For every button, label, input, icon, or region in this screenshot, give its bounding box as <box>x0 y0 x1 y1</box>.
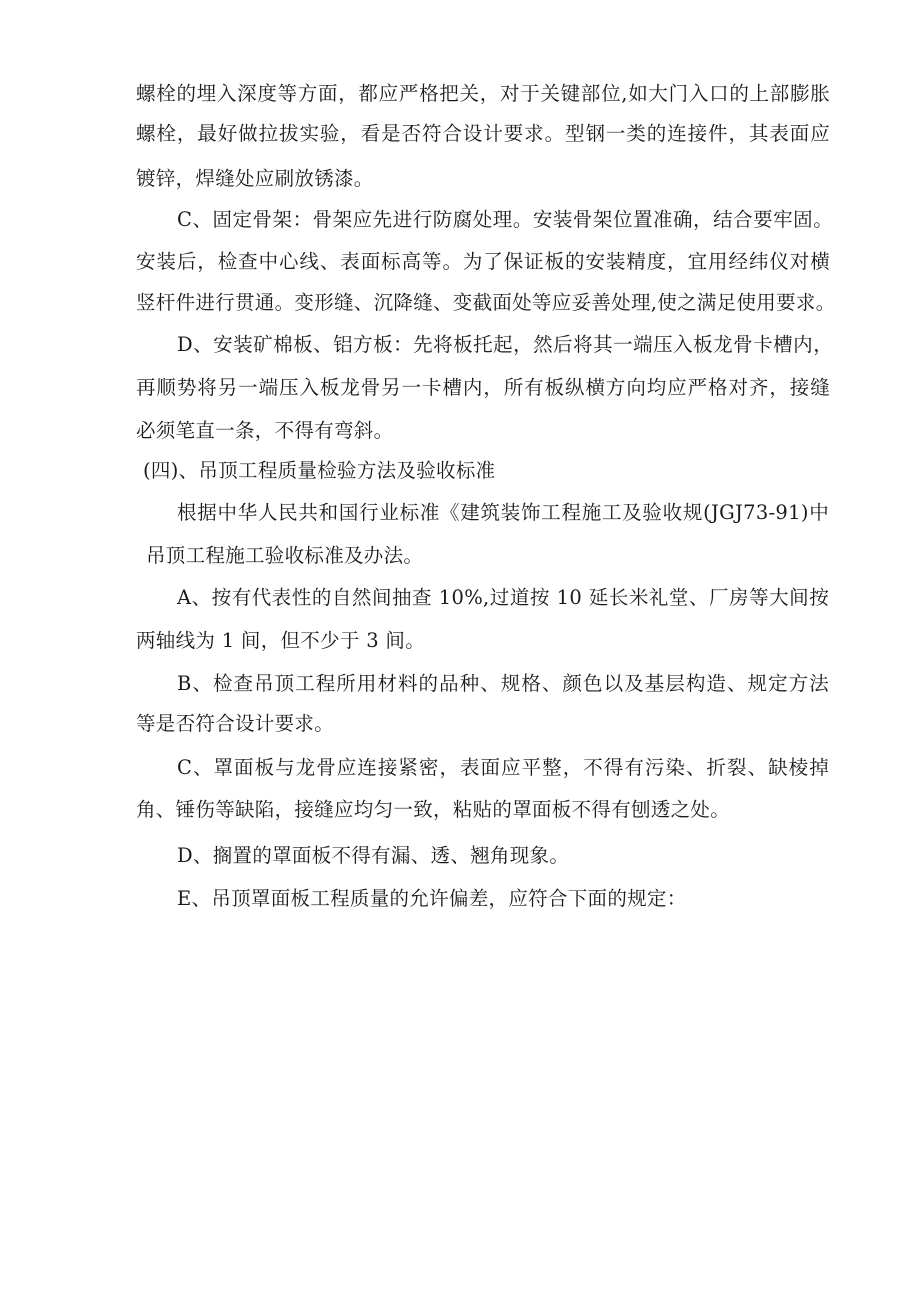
paragraph-line: D、安装矿棉板、铝方板：先将板托起，然后将其一端压入板龙骨卡槽内， <box>177 333 833 356</box>
paragraph-line: A、按有代表性的自然间抽查 10%,过道按 10 延长米礼堂、厂房等大间按 <box>177 586 829 609</box>
paragraph-line: 根据中华人民共和国行业标准《建筑装饰工程施工及验收规(JGJ73-91)中 <box>177 501 829 524</box>
paragraph-line: E、吊顶罩面板工程质量的允许偏差，应符合下面的规定： <box>177 887 687 910</box>
paragraph-line: C、固定骨架：骨架应先进行防腐处理。安装骨架位置准确，结合要牢固。 <box>177 208 833 231</box>
paragraph-line: 螺栓，最好做拉拔实验，看是否符合设计要求。型钢一类的连接件，其表面应 <box>136 122 830 145</box>
paragraph-line: 螺栓的埋入深度等方面，都应严格把关，对于关键部位,如大门入口的上部膨胀 <box>136 82 830 105</box>
section-heading: (四)、吊顶工程质量检验方法及验收标准 <box>143 459 496 482</box>
paragraph-line: B、检查吊顶工程所用材料的品种、规格、颜色以及基层构造、规定方法 <box>177 672 829 695</box>
paragraph-line: 等是否符合设计要求。 <box>136 712 335 735</box>
paragraph-line: D、搁置的罩面板不得有漏、透、翘角现象。 <box>177 844 570 867</box>
paragraph-line: 角、锤伤等缺陷，接缝应均匀一致，粘贴的罩面板不得有刨透之处。 <box>136 798 731 821</box>
paragraph-line: 两轴线为 1 间，但不少于 3 间。 <box>136 629 426 652</box>
paragraph-line: 镀锌，焊缝处应刷放锈漆。 <box>136 167 374 190</box>
paragraph-line: 必须笔直一条，不得有弯斜。 <box>136 419 394 442</box>
paragraph-line: 吊顶工程施工验收标准及办法。 <box>146 544 424 567</box>
paragraph-line: 竖杆件进行贯通。变形缝、沉降缝、变截面处等应妥善处理,使之满足使用要求。 <box>136 291 836 314</box>
paragraph-line: 再顺势将另一端压入板龙骨另一卡槽内，所有板纵横方向均应严格对齐，接缝 <box>136 376 830 399</box>
paragraph-line: C、罩面板与龙骨应连接紧密，表面应平整，不得有污染、折裂、缺棱掉 <box>177 756 829 779</box>
paragraph-line: 安装后，检查中心线、表面标高等。为了保证板的安装精度，宜用经纬仪对横 <box>136 250 830 273</box>
